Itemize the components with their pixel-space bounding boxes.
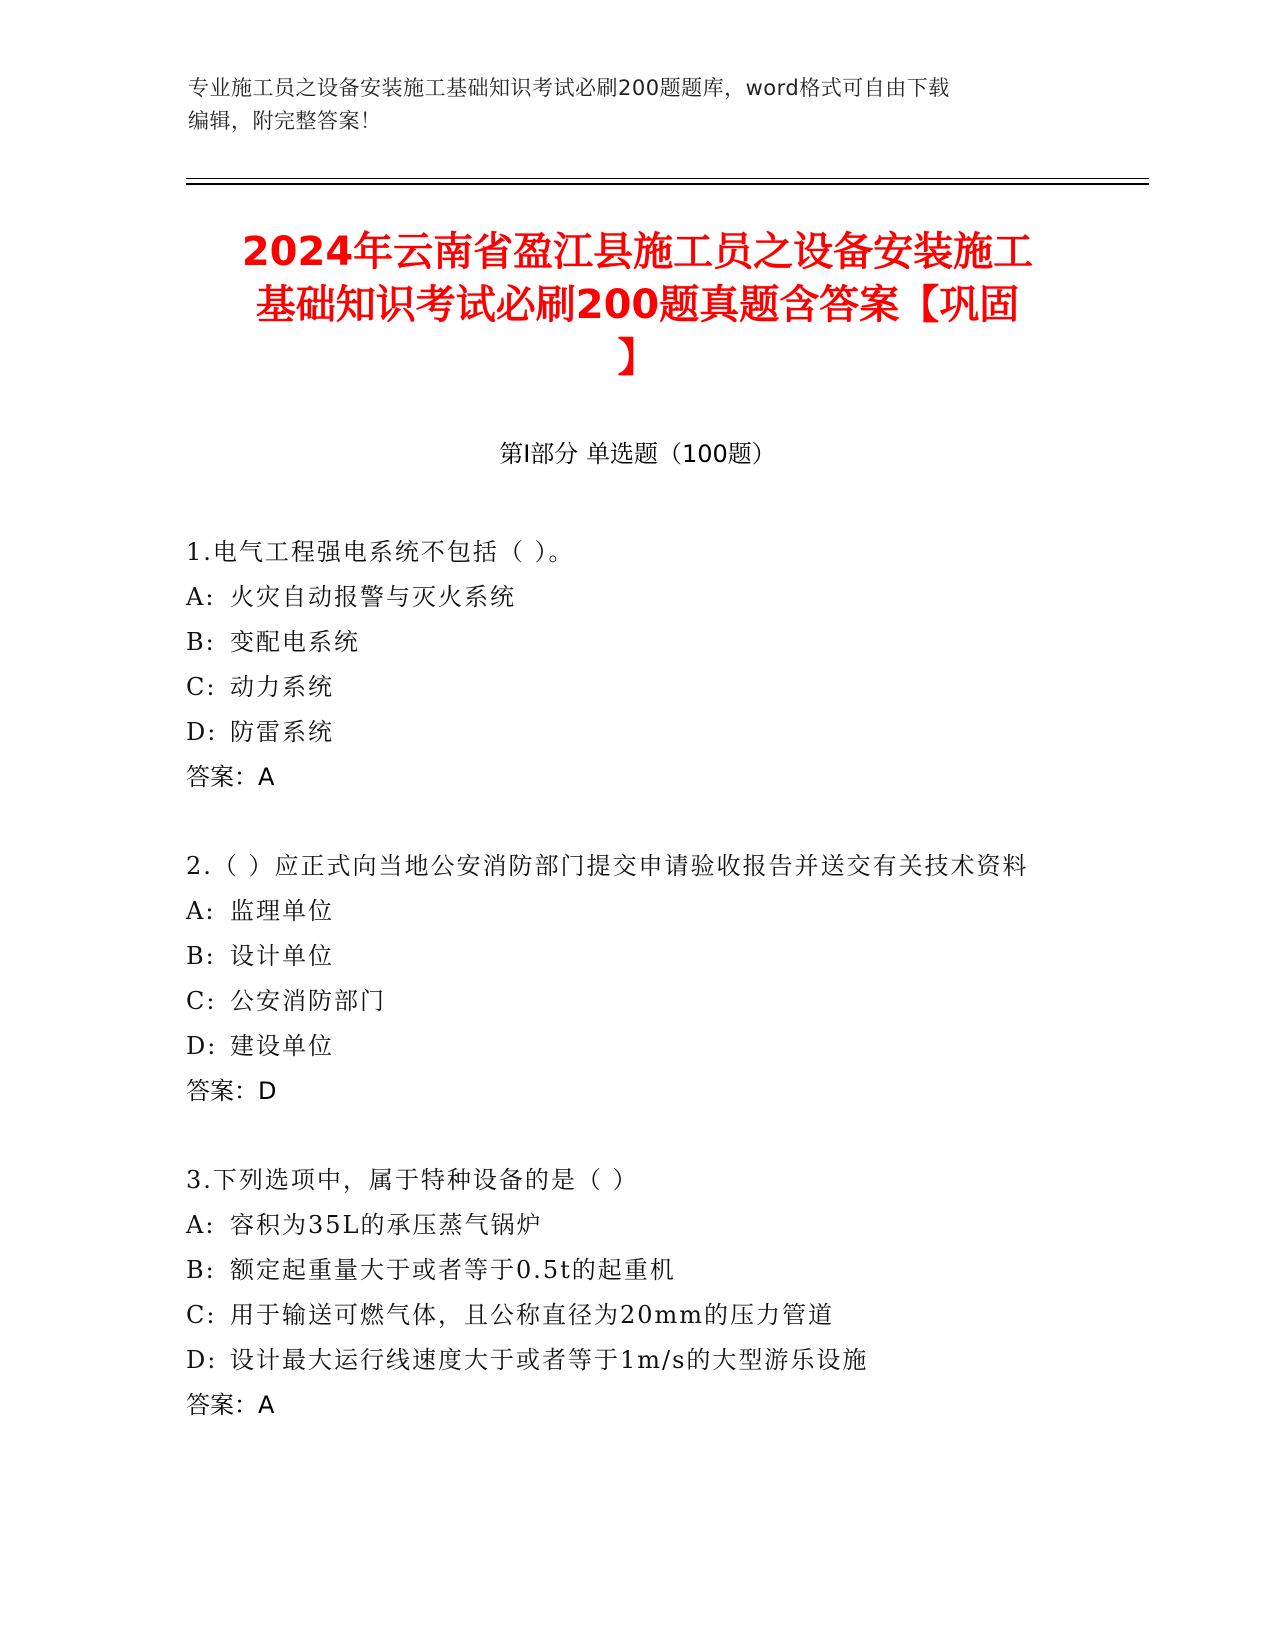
option-d: [186, 710, 1086, 755]
option-a: [186, 889, 1086, 934]
option-text: 动力系统: [230, 673, 334, 701]
option-c: [186, 665, 1086, 710]
header-divider-thick: [186, 183, 1149, 185]
option-text: 防雷系统: [230, 718, 334, 746]
document-title: [160, 226, 1115, 385]
title-line-2: 基础知识考试必刷200题真题含答案【巩固: [255, 282, 1020, 328]
option-label: C:: [186, 987, 217, 1015]
option-text: 建设单位: [230, 1032, 334, 1060]
question-1: [186, 530, 1086, 800]
option-b: [186, 1248, 1086, 1293]
question-stem: 2.（ ）应正式向当地公安消防部门提交申请验收报告并送交有关技术资料: [186, 852, 1029, 880]
question-stem: 3.下列选项中，属于特种设备的是（ ）: [186, 1166, 639, 1194]
option-d: [186, 1024, 1086, 1069]
question-3: [186, 1158, 1086, 1428]
option-label: C:: [186, 1301, 217, 1329]
option-label: A:: [186, 897, 216, 925]
option-text: 监理单位: [230, 897, 334, 925]
option-text: 设计单位: [230, 942, 334, 970]
option-b: [186, 620, 1086, 665]
option-d: [186, 1338, 1086, 1383]
option-text: 火灾自动报警与灭火系统: [230, 583, 516, 611]
title-line-3: 】: [617, 335, 658, 381]
title-line-1: 2024年云南省盈江县施工员之设备安装施工: [241, 229, 1034, 275]
document-header: [188, 72, 1088, 138]
option-text: 额定起重量大于或者等于0.5t的起重机: [230, 1256, 676, 1284]
header-line-1: 专业施工员之设备安装施工基础知识考试必刷200题题库，word格式可自由下载: [188, 76, 950, 100]
option-c: [186, 1293, 1086, 1338]
question-list: [186, 530, 1086, 1472]
option-label: B:: [186, 942, 216, 970]
section-heading: 第Ⅰ部分 单选题（100题）: [499, 440, 776, 468]
answer: 答案：A: [186, 763, 275, 791]
header-divider-thin: [186, 178, 1149, 179]
option-label: B:: [186, 628, 216, 656]
option-text: 设计最大运行线速度大于或者等于1m/s的大型游乐设施: [230, 1346, 869, 1374]
header-line-2: 编辑，附完整答案！: [188, 109, 382, 133]
answer: 答案：A: [186, 1391, 275, 1419]
option-label: D:: [186, 718, 218, 746]
option-a: [186, 1203, 1086, 1248]
question-2: [186, 844, 1086, 1114]
option-text: 用于输送可燃气体，且公称直径为20mm的压力管道: [230, 1301, 835, 1329]
option-label: D:: [186, 1032, 218, 1060]
option-label: A:: [186, 583, 216, 611]
answer: 答案：D: [186, 1077, 277, 1105]
option-c: [186, 979, 1086, 1024]
question-stem: 1.电气工程强电系统不包括（ ）。: [186, 538, 575, 566]
option-text: 变配电系统: [230, 628, 360, 656]
option-label: D:: [186, 1346, 218, 1374]
option-text: 公安消防部门: [230, 987, 386, 1015]
option-b: [186, 934, 1086, 979]
option-label: C:: [186, 673, 217, 701]
option-label: B:: [186, 1256, 216, 1284]
option-text: 容积为35L的承压蒸气锅炉: [230, 1211, 543, 1239]
option-a: [186, 575, 1086, 620]
option-label: A:: [186, 1211, 216, 1239]
